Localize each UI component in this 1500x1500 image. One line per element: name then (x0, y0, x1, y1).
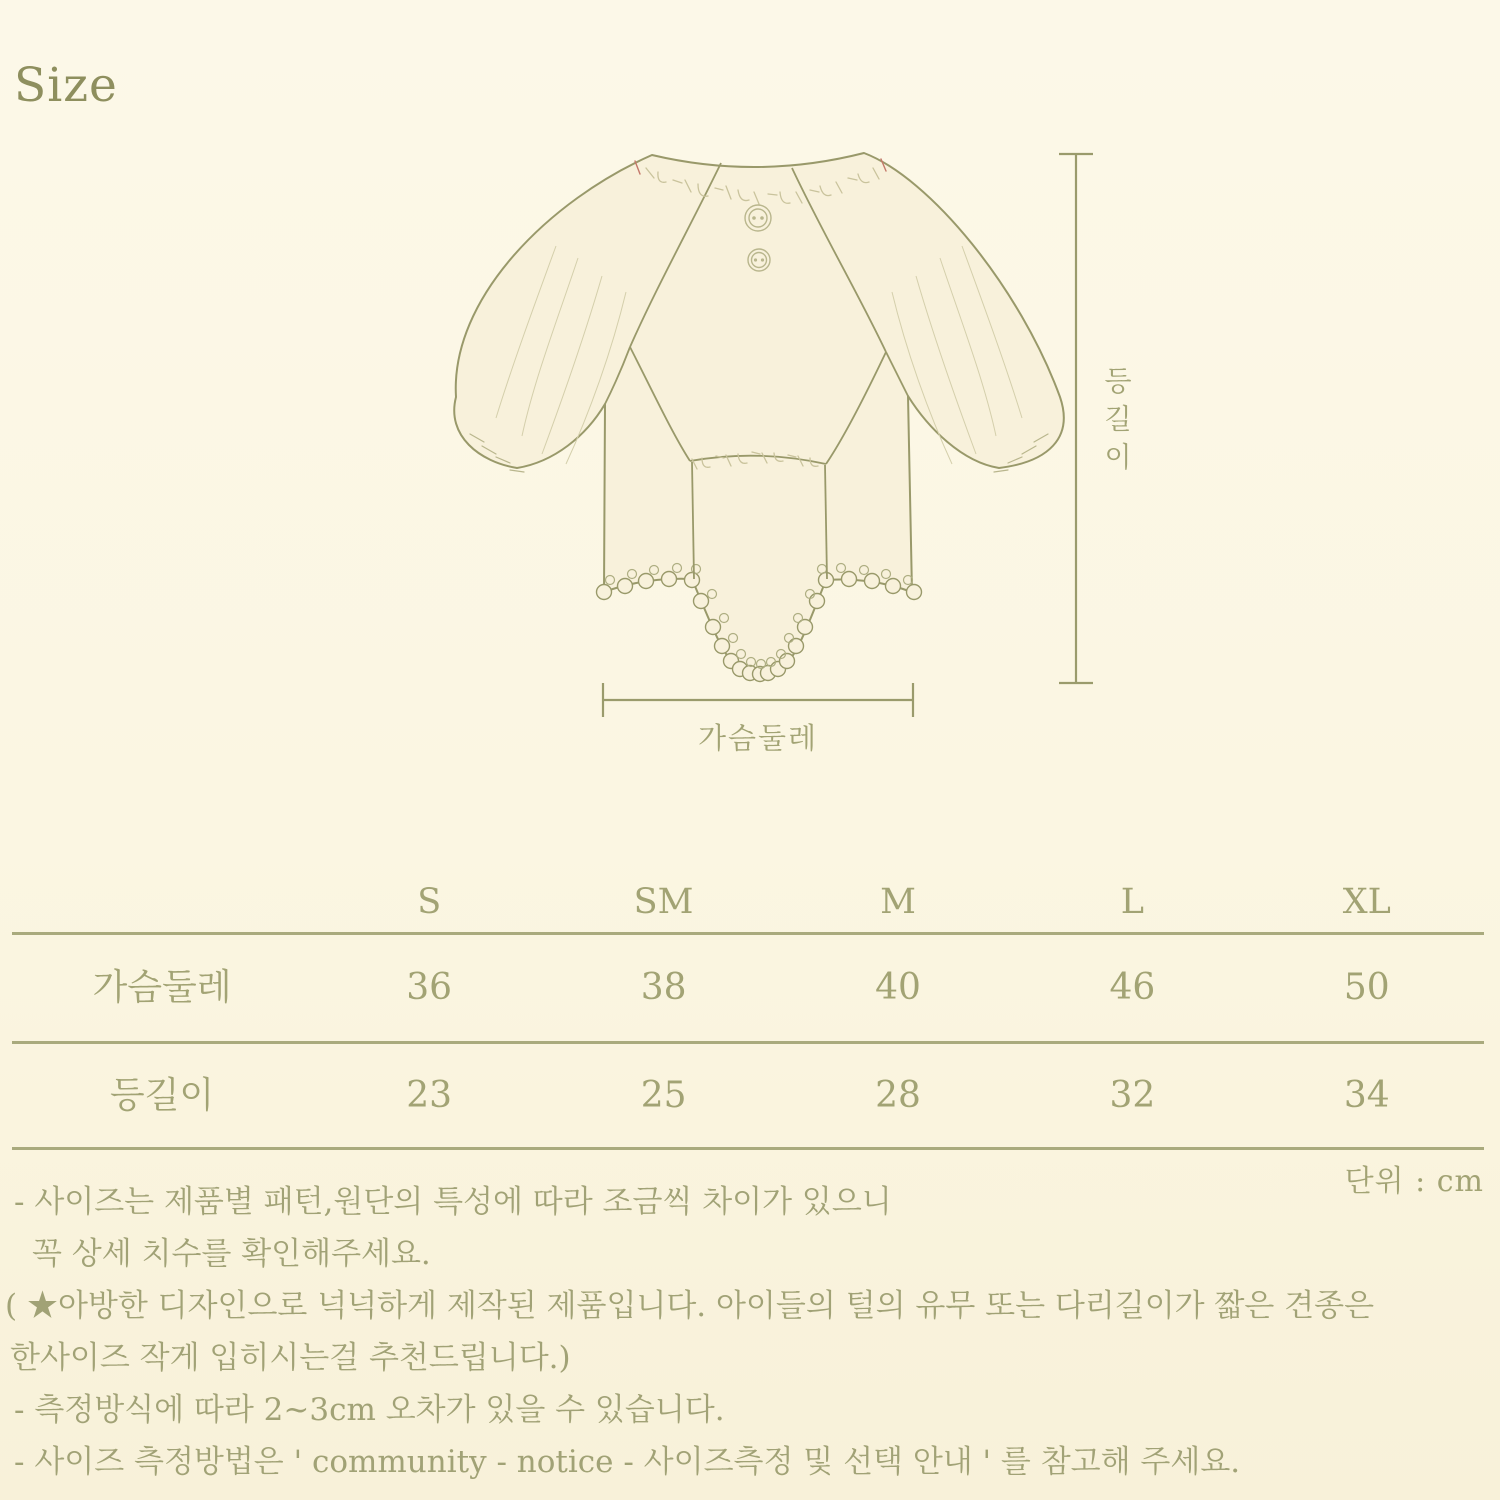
table-value: 36 (406, 967, 453, 1008)
table-value: 32 (1109, 1074, 1156, 1116)
chest-dimension-line (603, 683, 913, 717)
size-notes (5, 1176, 1375, 1488)
page-title: Size (14, 58, 118, 113)
size-column-header: M (880, 881, 916, 922)
note-line: - 측정방식에 따라 2~3cm 오차가 있을 수 있습니다. (14, 1392, 725, 1428)
size-table-header-row (12, 872, 1484, 935)
unit-label: 단위 : cm (1344, 1164, 1484, 1199)
table-value: 38 (640, 967, 687, 1008)
note-line: 꼭 상세 치수를 확인해주세요. (32, 1236, 431, 1272)
size-table (12, 872, 1484, 1150)
garment-diagram (430, 128, 1130, 788)
note-line: ( ★아방한 디자인으로 넉넉하게 제작된 제품입니다. 아이들의 털의 유무 또는 다리길이가 짧은 견종은 (5, 1288, 1375, 1324)
size-column-header: L (1120, 881, 1145, 922)
back-length-dimension-label: 등길이 (1100, 366, 1133, 480)
size-column-header: XL (1342, 881, 1391, 922)
table-value: 50 (1343, 967, 1390, 1008)
chest-dimension-label: 가슴둘레 (697, 721, 819, 755)
table-value: 25 (640, 1074, 687, 1116)
table-value: 46 (1109, 967, 1156, 1008)
table-value: 34 (1343, 1074, 1390, 1116)
table-row (12, 1044, 1484, 1150)
table-value: 28 (875, 1074, 921, 1116)
note-line: 한사이즈 작게 입히시는걸 추천드립니다.) (10, 1340, 571, 1376)
table-value: 23 (406, 1074, 453, 1116)
table-row (12, 935, 1484, 1044)
table-value: 40 (875, 967, 921, 1008)
garment-illustration (430, 128, 1130, 788)
size-column-header: S (417, 881, 442, 922)
row-label: 가슴둘레 (92, 967, 232, 1008)
note-line: - 사이즈 측정방법은 ' community - notice - 사이즈측정 및 선택 안내 ' 를 참고해 주세요. (14, 1444, 1241, 1480)
row-label: 등길이 (109, 1074, 215, 1116)
note-line: - 사이즈는 제품별 패턴,원단의 특성에 따라 조금씩 차이가 있으니 (14, 1184, 892, 1220)
size-column-header: SM (633, 881, 694, 922)
